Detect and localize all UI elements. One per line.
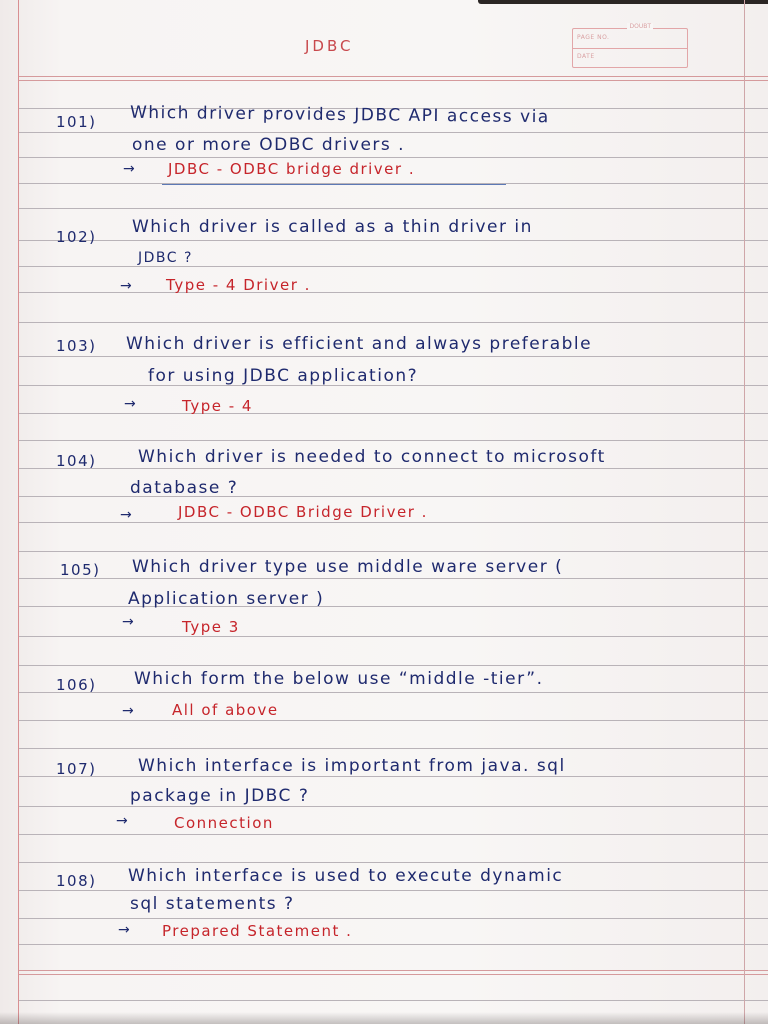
ruled-line — [18, 468, 768, 469]
question-number: 107) — [56, 760, 97, 778]
question-text: Which interface is used to execute dynamic — [128, 866, 564, 886]
ruled-line — [18, 551, 768, 552]
ruled-line — [18, 240, 768, 241]
ruled-line — [18, 157, 768, 158]
ruled-line — [18, 970, 768, 971]
margin-line — [18, 0, 19, 1024]
answer-underline — [162, 184, 506, 185]
arrow-icon: → — [122, 703, 136, 719]
answer-text: Connection — [174, 814, 274, 832]
arrow-icon: → — [124, 396, 138, 412]
question-text: Which interface is important from java. sql — [138, 756, 566, 776]
ruled-line — [18, 890, 768, 891]
arrow-icon: → — [123, 161, 137, 177]
answer-text: Type 3 — [182, 618, 240, 636]
ruled-line — [18, 636, 768, 637]
ruled-line — [18, 834, 768, 835]
question-number: 105) — [60, 561, 101, 579]
question-text: Application server ) — [128, 589, 325, 609]
question-text: Which form the below use “middle -tier”. — [134, 669, 544, 689]
arrow-icon: → — [120, 507, 134, 523]
question-text: Which driver type use middle ware server ( — [132, 557, 564, 577]
arrow-icon: → — [118, 922, 132, 938]
question-text: Which driver provides JDBC API access via — [129, 102, 550, 128]
ruled-line — [18, 748, 768, 749]
question-number: 106) — [56, 676, 97, 694]
page-title: JDBC — [305, 37, 354, 55]
page-edge-shadow — [478, 0, 768, 4]
page-date-stamp — [572, 23, 688, 68]
answer-text: JDBC - ODBC Bridge Driver . — [178, 503, 428, 521]
arrow-icon: → — [122, 614, 136, 630]
question-text: package in JDBC ? — [130, 786, 310, 806]
ruled-line — [18, 356, 768, 357]
ruled-line — [18, 266, 768, 267]
answer-text: JDBC - ODBC bridge driver . — [168, 160, 416, 178]
answer-text: Prepared Statement . — [162, 922, 353, 940]
question-text: Which driver is called as a thin driver in — [132, 217, 533, 237]
question-text: JDBC ? — [138, 250, 193, 266]
answer-text: Type - 4 Driver . — [166, 276, 311, 294]
ruled-line — [18, 692, 768, 693]
ruled-line — [18, 80, 768, 81]
ruled-line — [18, 720, 768, 721]
ruled-line — [18, 322, 768, 323]
ruled-line — [18, 806, 768, 807]
ruled-line — [18, 132, 768, 133]
question-text: one or more ODBC drivers . — [132, 135, 406, 155]
ruled-line — [18, 944, 768, 945]
ruled-line — [18, 413, 768, 414]
question-text: sql statements ? — [130, 894, 295, 914]
question-number: 101) — [56, 113, 97, 131]
ruled-line — [18, 578, 768, 579]
answer-text: Type - 4 — [182, 397, 253, 415]
ruled-line — [18, 974, 768, 975]
stamp-date-label: DATE — [577, 53, 595, 60]
ruled-line — [18, 208, 768, 209]
question-text: database ? — [130, 478, 239, 498]
ruled-line — [18, 918, 768, 919]
ruled-line — [18, 862, 768, 863]
stamp-header: DOUBT — [629, 23, 651, 30]
arrow-icon: → — [116, 813, 130, 829]
question-text: Which driver is needed to connect to microsoft — [138, 447, 606, 467]
page-bottom-shadow — [0, 1012, 768, 1024]
ruled-line — [18, 665, 768, 666]
question-number: 108) — [56, 872, 97, 890]
ruled-line — [18, 440, 768, 441]
ruled-line — [18, 776, 768, 777]
right-margin-line — [744, 0, 745, 1024]
question-text: Which driver is efficient and always preferable — [126, 334, 593, 354]
answer-text: All of above — [172, 701, 279, 719]
stamp-page-no-label: PAGE NO. — [577, 34, 610, 41]
ruled-line — [18, 1000, 768, 1001]
question-number: 102) — [56, 228, 97, 246]
question-number: 104) — [56, 452, 97, 470]
ruled-line — [18, 76, 768, 77]
question-text: for using JDBC application? — [148, 366, 419, 386]
question-number: 103) — [56, 337, 97, 355]
arrow-icon: → — [120, 278, 134, 294]
